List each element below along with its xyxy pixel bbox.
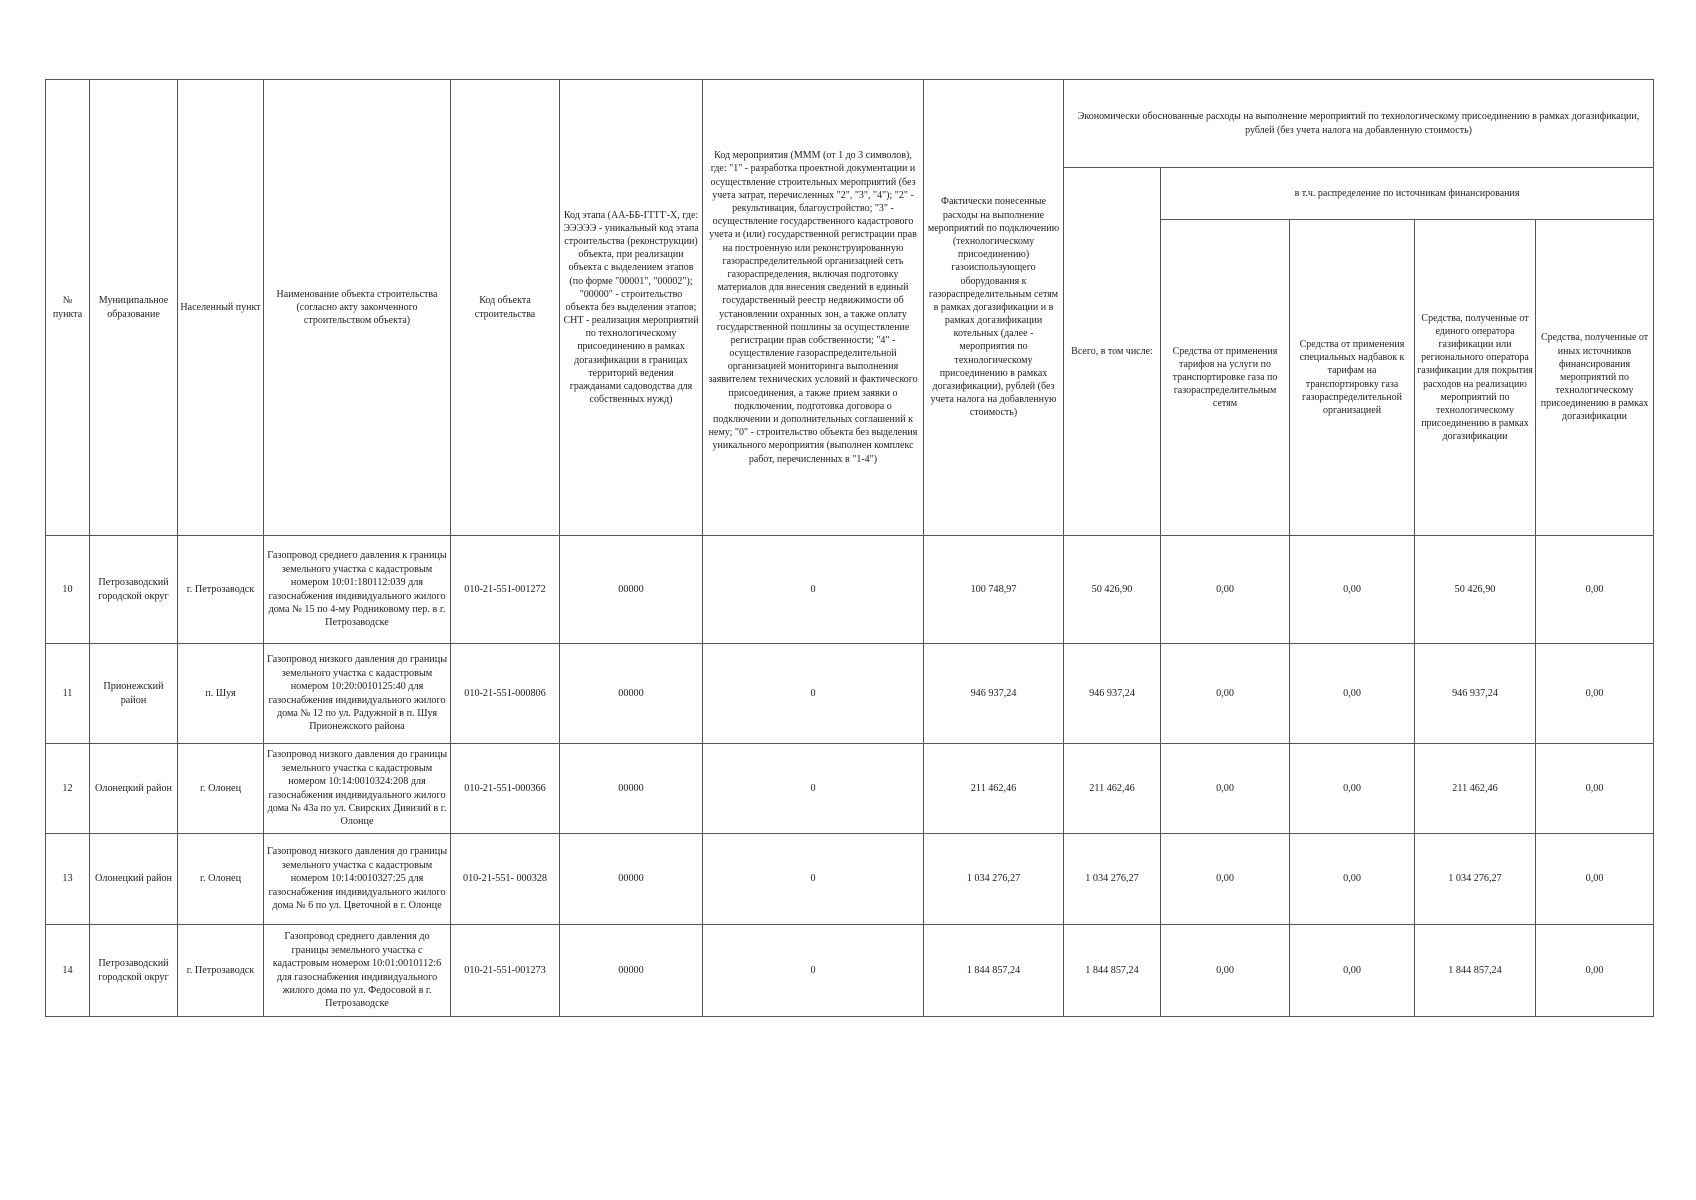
- header-settlement: Населенный пункт: [178, 80, 264, 536]
- table-header: [46, 80, 1654, 536]
- header-src-allowances: Средства от применения специальных надбавок к тарифам на транспортировку газа газораспределительной организацией: [1290, 220, 1415, 536]
- cell-actual-costs: 100 748,97: [924, 536, 1064, 644]
- cell-stage-code: 00000: [560, 834, 703, 925]
- cell-municipality: Прионежский район: [90, 644, 178, 744]
- cell-src-other: 0,00: [1536, 834, 1654, 925]
- cell-src-operator: 946 937,24: [1415, 644, 1536, 744]
- cell-src-operator: 1 034 276,27: [1415, 834, 1536, 925]
- cell-municipality: Петрозаводский городской округ: [90, 925, 178, 1017]
- cell-stage-code: 00000: [560, 744, 703, 834]
- cell-settlement: г. Петрозаводск: [178, 925, 264, 1017]
- header-src-tariffs: Средства от применения тарифов на услуги по транспортировке газа по газораспределительным сетям: [1161, 220, 1290, 536]
- cell-num: 13: [46, 834, 90, 925]
- table-row: [46, 834, 1654, 925]
- cell-src-tariffs: 0,00: [1161, 834, 1290, 925]
- header-sources-group: в т.ч. распределение по источникам финансирования: [1161, 168, 1654, 220]
- cell-src-operator: 1 844 857,24: [1415, 925, 1536, 1017]
- cell-event-code: 0: [703, 834, 924, 925]
- cell-total: 946 937,24: [1064, 644, 1161, 744]
- cell-object-name: Газопровод низкого давления до границы земельного участка с кадастровым номером 10:14:0010324:208 для газоснабжения индивидуального жилого дома № 43а по ул. Свирских Дивизий в г. Олонце: [264, 744, 451, 834]
- cell-stage-code: 00000: [560, 536, 703, 644]
- cell-src-other: 0,00: [1536, 644, 1654, 744]
- cell-total: 1 844 857,24: [1064, 925, 1161, 1017]
- header-economic-group: Экономически обоснованные расходы на выполнение мероприятий по технологическому присоединению в рамках догазификации, рублей (без учета налога на добавленную стоимость): [1064, 80, 1654, 168]
- cell-municipality: Петрозаводский городской округ: [90, 536, 178, 644]
- cell-settlement: г. Олонец: [178, 834, 264, 925]
- table-row: [46, 925, 1654, 1017]
- cell-src-allowances: 0,00: [1290, 925, 1415, 1017]
- cell-settlement: г. Олонец: [178, 744, 264, 834]
- cell-actual-costs: 946 937,24: [924, 644, 1064, 744]
- cell-total: 1 034 276,27: [1064, 834, 1161, 925]
- cell-src-other: 0,00: [1536, 744, 1654, 834]
- header-stage-code: Код этапа (АА-ББ-ГГГГ-Х, где: ЭЭЭЭЭ - уникальный код этапа строительства (реконструкции) объекта, при реализации объекта с выделением этапов (по форме "00001", "00002"); "00000" - строительство объекта без выделения этапов; СНТ - реализация мероприятий по технологическому присоединению в рамках догазификации в границах территорий ведения гражданами садоводства для собственных нужд): [560, 80, 703, 536]
- cell-stage-code: 00000: [560, 644, 703, 744]
- cell-src-allowances: 0,00: [1290, 744, 1415, 834]
- table-row: [46, 744, 1654, 834]
- cell-total: 211 462,46: [1064, 744, 1161, 834]
- cell-object-name: Газопровод низкого давления до границы земельного участка с кадастровым номером 10:20:0010125:40 для газоснабжения индивидуального жилого дома № 12 по ул. Радужной в п. Шуя Прионежского района: [264, 644, 451, 744]
- cell-settlement: п. Шуя: [178, 644, 264, 744]
- cell-event-code: 0: [703, 925, 924, 1017]
- cell-src-allowances: 0,00: [1290, 644, 1415, 744]
- cell-event-code: 0: [703, 744, 924, 834]
- cell-event-code: 0: [703, 644, 924, 744]
- cell-num: 14: [46, 925, 90, 1017]
- cell-settlement: г. Петрозаводск: [178, 536, 264, 644]
- cell-src-operator: 211 462,46: [1415, 744, 1536, 834]
- table-body: [46, 536, 1654, 1017]
- table-row: [46, 536, 1654, 644]
- cell-object-name: Газопровод низкого давления до границы земельного участка с кадастровым номером 10:14:0010327:25 для газоснабжения индивидуального жилого дома № 6 по ул. Цветочной в г. Олонце: [264, 834, 451, 925]
- cell-num: 12: [46, 744, 90, 834]
- cell-src-tariffs: 0,00: [1161, 644, 1290, 744]
- table-row: [46, 644, 1654, 744]
- cell-actual-costs: 1 844 857,24: [924, 925, 1064, 1017]
- cell-object-code: 010-21-551- 000328: [451, 834, 560, 925]
- cell-num: 10: [46, 536, 90, 644]
- header-object-code: Код объекта строительства: [451, 80, 560, 536]
- cell-src-operator: 50 426,90: [1415, 536, 1536, 644]
- cell-object-code: 010-21-551-001272: [451, 536, 560, 644]
- cell-src-tariffs: 0,00: [1161, 536, 1290, 644]
- cell-actual-costs: 1 034 276,27: [924, 834, 1064, 925]
- header-object-name: Наименование объекта строительства (согласно акту законченного строительством объекта): [264, 80, 451, 536]
- cell-actual-costs: 211 462,46: [924, 744, 1064, 834]
- cell-src-allowances: 0,00: [1290, 536, 1415, 644]
- cell-src-other: 0,00: [1536, 925, 1654, 1017]
- cell-municipality: Олонецкий район: [90, 744, 178, 834]
- header-src-other: Средства, полученные от иных источников финансирования мероприятий по технологическому присоединению в рамках догазификации: [1536, 220, 1654, 536]
- cell-total: 50 426,90: [1064, 536, 1161, 644]
- header-num: № пункта: [46, 80, 90, 536]
- cell-municipality: Олонецкий район: [90, 834, 178, 925]
- cell-num: 11: [46, 644, 90, 744]
- cell-src-tariffs: 0,00: [1161, 925, 1290, 1017]
- header-event-code: Код мероприятия (МММ (от 1 до 3 символов), где: "1" - разработка проектной документации и осуществление строительных мероприятий (без учета затрат, перечисленных "2", "3", "4"); "2" - рекультивация, благоустройство; "3" - осуществление государственного кадастрового учета и (или) государственной регистрации прав на построенную или реконструированную газораспределительной организацией сеть газораспределения, включая подготовку материалов для внесения сведений в единый государственный реестр недвижимости об установлении охранных зон, а также оплату государственной пошлины за осуществление регистрации прав собственности; "4" - осуществление газораспределительной организацией мониторинга выполнения заявителем технических условий и фактического присоединения, а также прием заявки о подключении, подготовка договора о подключении и дополнительных соглашений к нему; "0" - строительство объекта без выделения уникального мероприятия (выполнен комплекс работ, перечисленных в "1-4"): [703, 80, 924, 536]
- cell-stage-code: 00000: [560, 925, 703, 1017]
- cell-event-code: 0: [703, 536, 924, 644]
- header-actual-costs: Фактически понесенные расходы на выполнение мероприятий по подключению (технологическому присоединению) газоиспользующего оборудования к газораспределительным сетям в рамках догазификации и в рамках догазификации котельных (далее - мероприятия по технологическому присоединению в рамках догазификации), рублей (без учета налога на добавленную стоимость): [924, 80, 1064, 536]
- gasification-costs-table: [45, 79, 1654, 1017]
- header-total: Всего, в том числе:: [1064, 168, 1161, 536]
- header-src-operator: Средства, полученные от единого оператора газификации или регионального оператора газификации для покрытия расходов на реализацию мероприятий по технологическому присоединению в рамках догазификации: [1415, 220, 1536, 536]
- cell-object-name: Газопровод среднего давления до границы земельного участка с кадастровым номером 10:01:0010112:6 для газоснабжения индивидуального жилого дома по ул. Федосовой в г. Петрозаводске: [264, 925, 451, 1017]
- cell-src-tariffs: 0,00: [1161, 744, 1290, 834]
- cell-src-allowances: 0,00: [1290, 834, 1415, 925]
- header-municipality: Муниципальное образование: [90, 80, 178, 536]
- cell-object-name: Газопровод среднего давления к границы земельного участка с кадастровым номером 10:01:180112:039 для газоснабжения индивидуального жилого дома № 15 по 4-му Родниковому пер. в г. Петрозаводске: [264, 536, 451, 644]
- cell-object-code: 010-21-551-000366: [451, 744, 560, 834]
- cell-object-code: 010-21-551-000806: [451, 644, 560, 744]
- cell-object-code: 010-21-551-001273: [451, 925, 560, 1017]
- cell-src-other: 0,00: [1536, 536, 1654, 644]
